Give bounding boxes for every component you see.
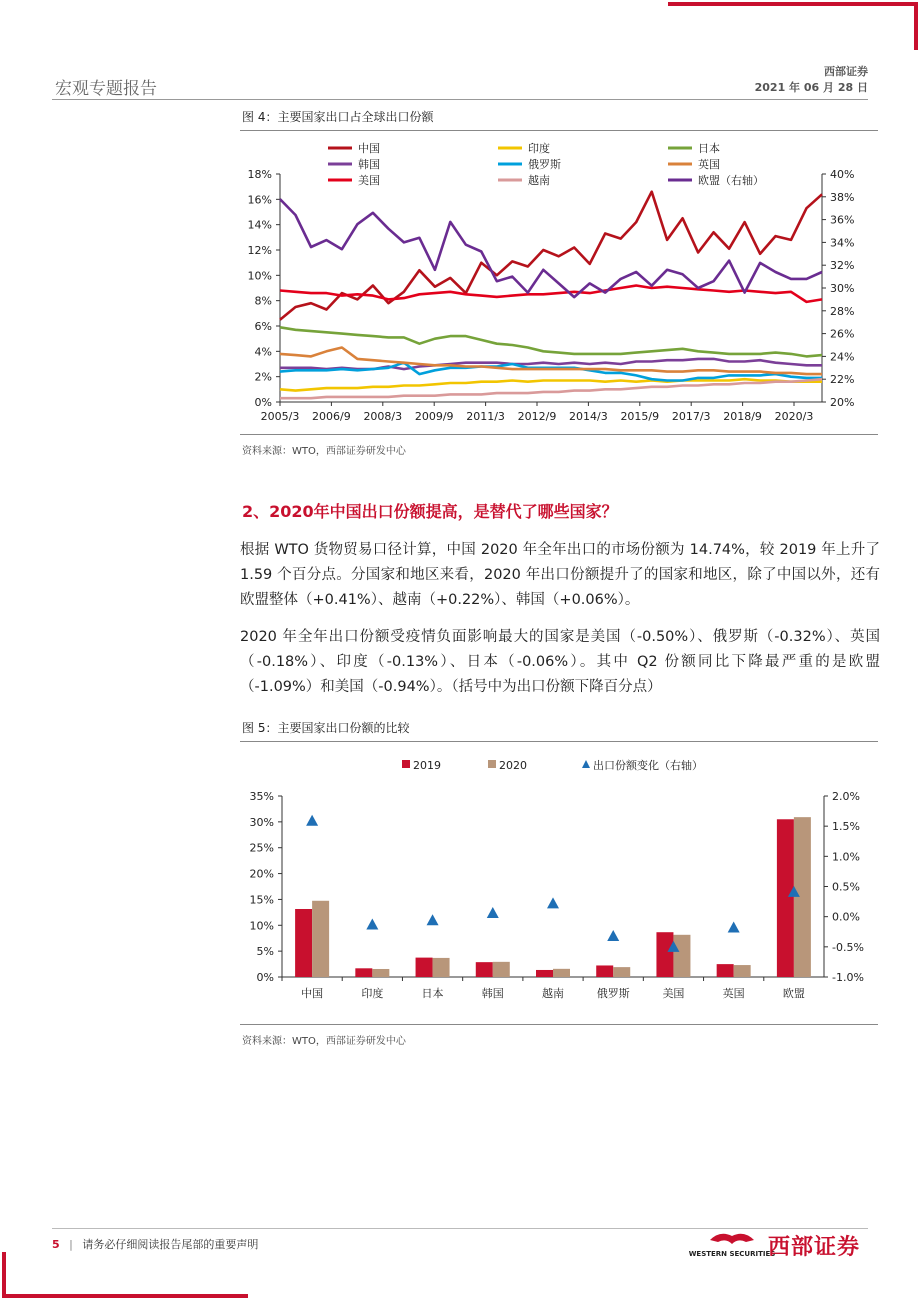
bottom-left-decoration xyxy=(2,1294,248,1298)
category-label-5: 俄罗斯 xyxy=(596,987,630,1000)
report-date: 2021 年 06 月 28 日 xyxy=(754,81,868,94)
footer-notice: 请务必仔细阅读报告尾部的重要声明 xyxy=(82,1238,259,1251)
category-label-8: 欧盟 xyxy=(782,987,805,1000)
bar-2019-5 xyxy=(596,965,613,977)
series-line-8 xyxy=(280,199,822,297)
paragraph-2: 2020 年全年出口份额受疫情负面影响最大的国家是美国（-0.50%）、俄罗斯（-0.32%）、英国（-0.18%）、印度（-0.13%）、日本（-0.06%）。其中 Q2 份额同比下降最严重的是欧盟（-1.09%）和美国（-0.94%）。（括号中为出口份额下降百分点） xyxy=(240,629,880,695)
left-tick-label: 8% xyxy=(254,294,272,308)
legend-label-3: 韩国 xyxy=(358,158,380,171)
right-tick-label: 26% xyxy=(830,327,855,341)
report-type: 宏观专题报告 xyxy=(55,79,157,99)
left-tick-label: 12% xyxy=(247,244,272,257)
right-tick-label: 40% xyxy=(830,168,855,181)
firm-name: 西部证券 xyxy=(824,65,868,78)
bar-2019-1 xyxy=(355,968,372,977)
change-marker-5 xyxy=(607,930,619,941)
figure4-top-rule xyxy=(240,130,878,131)
category-label-7: 英国 xyxy=(722,987,745,1000)
left-tick-label: 0% xyxy=(256,971,274,984)
right-tick-label: 38% xyxy=(830,190,855,204)
legend-label-2: 日本 xyxy=(698,142,720,155)
footer-text xyxy=(52,1236,258,1252)
bar-2020-6 xyxy=(673,935,690,977)
bottom-left-decoration-vertical xyxy=(2,1252,6,1298)
bar-2019-3 xyxy=(476,962,493,977)
header-meta xyxy=(755,64,868,96)
right-tick-label: 28% xyxy=(830,304,855,318)
left-tick-label: 10% xyxy=(247,269,272,283)
logo-small-text: WESTERN SECURITIES xyxy=(688,1250,776,1258)
left-tick-label: 4% xyxy=(254,345,272,359)
category-label-4: 越南 xyxy=(542,987,564,1000)
x-tick-label: 2011/3 xyxy=(466,410,505,423)
legend-label-4: 俄罗斯 xyxy=(528,158,561,171)
change-marker-4 xyxy=(547,897,559,908)
left-tick-label: 30% xyxy=(249,815,274,829)
right-tick-label: 2.0% xyxy=(832,790,860,803)
legend-marker-2 xyxy=(582,760,590,768)
left-tick-label: 20% xyxy=(249,867,274,881)
bar-2019-6 xyxy=(656,932,673,977)
x-tick-label: 2005/3 xyxy=(260,410,300,423)
legend-swatch-1 xyxy=(488,760,496,768)
category-label-3: 韩国 xyxy=(481,987,504,1000)
left-tick-label: 16% xyxy=(247,193,272,207)
x-tick-label: 2020/3 xyxy=(774,410,814,423)
x-tick-label: 2014/3 xyxy=(569,410,608,423)
legend-label-5: 英国 xyxy=(698,158,720,171)
left-tick-label: 2% xyxy=(254,370,272,384)
change-marker-0 xyxy=(306,815,318,826)
change-marker-2 xyxy=(427,914,439,925)
right-tick-label: 0.0% xyxy=(832,910,860,924)
legend-swatch-0 xyxy=(402,760,410,768)
series-line-1 xyxy=(280,379,822,390)
right-tick-label: -1.0% xyxy=(832,971,864,984)
right-tick-label: 1.0% xyxy=(832,850,860,864)
left-tick-label: 15% xyxy=(249,893,274,907)
bar-2020-3 xyxy=(493,962,510,977)
bar-2020-7 xyxy=(734,965,751,977)
left-tick-label: 14% xyxy=(247,218,272,232)
x-tick-label: 2009/9 xyxy=(414,410,454,423)
right-tick-label: 30% xyxy=(830,282,855,295)
change-marker-7 xyxy=(728,922,740,933)
bar-2019-2 xyxy=(416,958,433,977)
bull-logo-icon xyxy=(688,1230,776,1262)
bar-2019-7 xyxy=(717,964,734,977)
left-tick-label: 18% xyxy=(247,168,272,181)
bar-2020-1 xyxy=(372,969,389,977)
legend-label-0: 中国 xyxy=(358,142,380,155)
series-line-0 xyxy=(280,192,822,320)
page-number: 5 xyxy=(52,1238,60,1251)
figure4-bottom-rule xyxy=(240,434,878,435)
left-tick-label: 25% xyxy=(249,841,274,855)
top-right-decoration-vertical xyxy=(914,2,918,50)
legend-label-6: 美国 xyxy=(358,174,380,187)
right-tick-label: 0.5% xyxy=(832,880,860,894)
bar-2020-0 xyxy=(312,901,329,977)
header-rule xyxy=(52,99,868,100)
figure4-source: 资料来源：WTO，西部证券研发中心 xyxy=(242,446,406,457)
left-tick-label: 10% xyxy=(249,919,274,933)
paragraph-1: 根据 WTO 货物贸易口径计算，中国 2020 年全年出口的市场份额为 14.74%，较 2019 年上升了 1.59 个百分点。分国家和地区来看，2020 年出口份额提升了的国家和地区，除了中国以外，还有欧盟整体（+0.41%）、越南（+0.22%）、韩国（+0.06%）。 xyxy=(240,542,880,608)
right-tick-label: 1.5% xyxy=(832,820,860,834)
figure5-chart xyxy=(240,746,880,1022)
right-tick-label: 36% xyxy=(830,213,855,227)
category-label-1: 印度 xyxy=(361,987,384,1000)
x-tick-label: 2008/3 xyxy=(363,410,403,423)
change-marker-3 xyxy=(487,907,499,918)
series-line-6 xyxy=(280,286,822,302)
right-tick-label: -0.5% xyxy=(832,940,864,954)
footer-separator: | xyxy=(69,1238,73,1251)
figure5-top-rule xyxy=(240,741,878,742)
bar-2020-4 xyxy=(553,969,570,977)
figure4-chart xyxy=(240,134,880,434)
x-tick-label: 2015/9 xyxy=(620,410,660,423)
bar-2020-8 xyxy=(794,817,811,977)
x-tick-label: 2018/9 xyxy=(723,410,762,423)
x-tick-label: 2017/3 xyxy=(671,410,711,423)
change-marker-1 xyxy=(366,919,378,930)
figure5-title: 图 5：主要国家出口份额的比较 xyxy=(242,721,410,735)
company-logo xyxy=(688,1228,872,1262)
right-tick-label: 24% xyxy=(830,350,855,364)
top-right-decoration xyxy=(668,2,918,6)
bar-2019-8 xyxy=(777,819,794,977)
category-label-2: 日本 xyxy=(421,987,444,1000)
legend-label-0: 2019 xyxy=(413,759,441,772)
legend-label-7: 越南 xyxy=(528,174,550,187)
right-tick-label: 32% xyxy=(830,259,855,273)
left-tick-label: 35% xyxy=(249,790,274,803)
right-tick-label: 22% xyxy=(830,373,855,387)
left-tick-label: 0% xyxy=(254,396,272,409)
figure4-title: 图 4：主要国家出口占全球出口份额 xyxy=(242,110,434,124)
bar-2020-5 xyxy=(613,967,630,977)
right-tick-label: 34% xyxy=(830,236,855,250)
x-tick-label: 2006/9 xyxy=(312,410,351,423)
x-tick-label: 2012/9 xyxy=(517,410,557,423)
series-line-2 xyxy=(280,327,822,356)
legend-label-1: 2020 xyxy=(499,759,527,772)
logo-text: 西部证券 xyxy=(768,1235,861,1260)
legend-label-1: 印度 xyxy=(528,142,550,155)
section-title: 2、2020年中国出口份额提高，是替代了哪些国家？ xyxy=(242,502,618,521)
figure5-bottom-rule xyxy=(240,1024,878,1025)
left-tick-label: 6% xyxy=(254,320,272,333)
legend-label-8: 欧盟（右轴） xyxy=(698,174,764,187)
figure5-source: 资料来源：WTO，西部证券研发中心 xyxy=(242,1036,406,1047)
right-tick-label: 20% xyxy=(830,396,855,409)
bar-2019-4 xyxy=(536,970,553,977)
legend-label-2: 出口份额变化（右轴） xyxy=(593,759,703,772)
category-label-6: 美国 xyxy=(662,987,685,1000)
bar-2020-2 xyxy=(433,958,450,977)
left-tick-label: 5% xyxy=(256,945,274,959)
bar-2019-0 xyxy=(295,909,312,977)
category-label-0: 中国 xyxy=(301,987,324,1000)
